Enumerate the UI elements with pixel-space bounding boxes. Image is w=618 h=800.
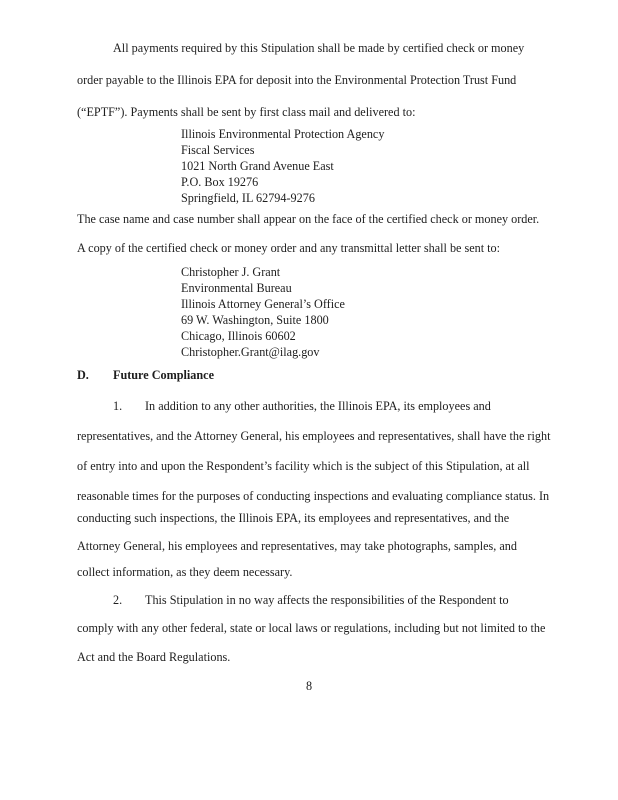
item-1-line: of entry into and upon the Respondent’s facility which is the subject of this Stipulation, at all: [77, 459, 530, 473]
item-1-line: representatives, and the Attorney General, his employees and representatives, shall have the right: [77, 429, 551, 443]
epa-address-line-5: Springfield, IL 62794-9276: [181, 191, 315, 205]
payments-line-2: order payable to the Illinois EPA for deposit into the Environmental Protection Trust Fund: [77, 73, 517, 87]
epa-address-line-3: 1021 North Grand Avenue East: [181, 159, 334, 173]
case-line-1: The case name and case number shall appear on the face of the certified check or money order.: [77, 212, 540, 226]
epa-address-line-1: Illinois Environmental Protection Agency: [181, 127, 385, 141]
item-1-line: conducting such inspections, the Illinois EPA, its employees and representatives, and the: [77, 511, 510, 525]
item-2-first-line: This Stipulation in no way affects the responsibilities of the Respondent to: [145, 593, 509, 607]
item-1-line: reasonable times for the purposes of conducting inspections and evaluating compliance status. In: [77, 489, 550, 503]
page-number: 8: [305, 679, 313, 693]
ag-address-line-6: Christopher.Grant@ilag.gov: [181, 345, 320, 359]
payments-line-3: (“EPTF”). Payments shall be sent by first class mail and delivered to:: [77, 105, 416, 119]
ag-address-line-3: Illinois Attorney General’s Office: [181, 297, 345, 311]
section-letter: D.: [77, 368, 89, 382]
payments-line-1: All payments required by this Stipulation shall be made by certified check or money: [113, 41, 525, 55]
ag-address-line-5: Chicago, Illinois 60602: [181, 329, 296, 343]
ag-address-line-2: Environmental Bureau: [181, 281, 292, 295]
item-1-first-line: In addition to any other authorities, the Illinois EPA, its employees and: [145, 399, 491, 413]
case-line-2: A copy of the certified check or money order and any transmittal letter shall be sent to:: [77, 241, 501, 255]
section-title: Future Compliance: [113, 368, 214, 382]
ag-address-line-1: Christopher J. Grant: [181, 265, 281, 279]
epa-address-line-4: P.O. Box 19276: [181, 175, 259, 189]
item-1-line: Attorney General, his employees and representatives, may take photographs, samples, and: [77, 539, 517, 553]
ag-address-line-4: 69 W. Washington, Suite 1800: [181, 313, 329, 327]
item-2-number: 2.: [113, 593, 123, 607]
item-2-line: Act and the Board Regulations.: [77, 650, 231, 664]
item-1-number: 1.: [113, 399, 123, 413]
epa-address-line-2: Fiscal Services: [181, 143, 255, 157]
item-2-line: comply with any other federal, state or local laws or regulations, including but not limited to the: [77, 621, 546, 635]
item-1-line: collect information, as they deem necessary.: [77, 565, 293, 579]
